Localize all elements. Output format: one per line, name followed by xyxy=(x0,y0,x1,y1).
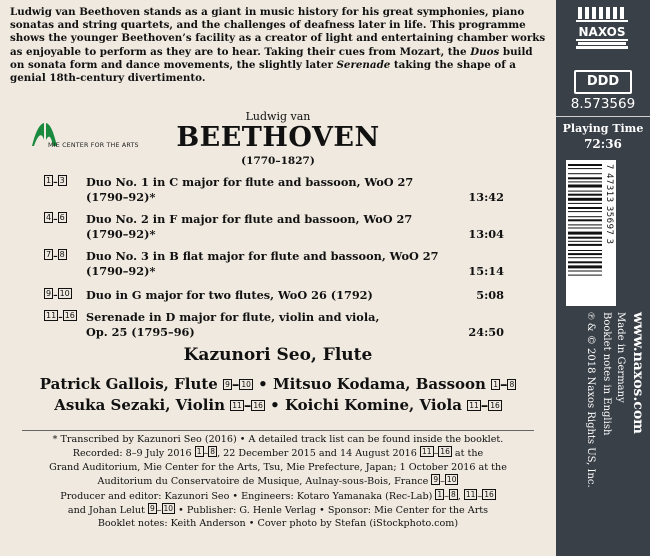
playing-time-value: 72:36 xyxy=(584,137,622,151)
composer-first-name: Ludwig van xyxy=(245,110,311,123)
track-numbers: 4 – 6 xyxy=(46,213,65,225)
divider xyxy=(22,430,534,431)
website: www.naxos.com xyxy=(630,312,646,434)
divider xyxy=(556,116,650,117)
composer-last-name: BEETHOVEN xyxy=(176,122,380,153)
track-duration: 13:04 xyxy=(468,227,504,241)
track-numbers: 11 – 16 xyxy=(46,311,75,323)
barcode-digits: 7 47313 35697 3 xyxy=(604,164,614,245)
intro-part3: taking the shape of a genial 18th-century divertimento. xyxy=(10,58,516,85)
intro-duos: Duos xyxy=(470,45,500,58)
main-performer: Kazunori Seo, Flute xyxy=(183,345,373,365)
credits: * Transcribed by Kazunori Seo (2016) • A detailed track list can be found inside the booklet. Recorded: 8–9 July 2016 1 – 8 , 22 December 2015 and 14 August 2016 11 – 16 at the Grand Auditorium, Mie Center for the Arts, Tsu, Mie Prefecture, Japan; 1 October 2016 at the Auditorium du Conservatoire de Musique, Aulnay-sous-Bois, France 9 – 10 Producer and editor: Kazunori Seo • Engineers: Kotaro Yamanaka (Rec-Lab) 1 – 8 , 11 – 16 and Johan Lelut 9 – 10 • Publisher: G. Henle Verlag • Sponsor: Mie Center for the Arts Booklet notes: Keith Anderson • Cover photo by Stefan (iStockphoto.com) xyxy=(49,434,507,530)
track-duration: 15:14 xyxy=(468,264,504,278)
track-title: Serenade in D major for flute, violin and viola, Op. 25 (1795–96) xyxy=(86,310,380,339)
track-duration: 5:08 xyxy=(476,288,504,302)
naxos-logo-icon xyxy=(574,5,630,55)
track-title: Duo No. 1 in C major for flute and bassoon, WoO 27 (1790–92)* xyxy=(86,175,414,204)
track-numbers: 1 – 3 xyxy=(46,176,65,188)
track-title: Duo in G major for two flutes, WoO 26 (1792) xyxy=(86,288,373,302)
track-duration: 13:42 xyxy=(468,190,504,204)
intro-serenade: Serenade xyxy=(336,58,391,71)
track-numbers: 7 – 8 xyxy=(46,250,65,262)
artists-line: Asuka Sezaki, Violin 11 – 16 • Koichi Komine, Viola 11 – 16 xyxy=(54,396,500,414)
rights-notice: ℗ & © 2018 Naxos Rights US, Inc. xyxy=(585,312,596,488)
booklet-notes: Booklet notes in English xyxy=(601,312,612,436)
spine-panel xyxy=(556,0,650,556)
catalog-number: 8.573569 xyxy=(570,96,636,112)
intro-part2: build on sonata form and dance movements, the slightly later xyxy=(10,45,533,71)
track-duration: 24:50 xyxy=(468,325,504,339)
barcode xyxy=(566,160,616,306)
artists-line: Patrick Gallois, Flute 9 – 10 • Mitsuo Kodama, Bassoon 1 – 8 xyxy=(39,375,515,393)
made-in: Made in Germany xyxy=(615,312,626,403)
logo-text: MIE CENTER FOR THE ARTS xyxy=(48,142,139,149)
intro-part1: Ludwig van Beethoven stands as a giant in music history for his great symphonies, piano sonatas and string quartets, and the challenges of deafness later in life. This programme shows the younger Beethoven’s facility as a creator of light and entertaining chamber works as enjoyable to perform as they are to hear. Taking their cues from Mozart, the xyxy=(10,6,546,58)
track-numbers: 9 – 10 xyxy=(46,289,70,301)
track-title: Duo No. 3 in B flat major for flute and bassoon, WoO 27 (1790–92)* xyxy=(86,249,439,278)
composer-dates: (1770–1827) xyxy=(241,155,315,167)
ddd-badge: DDD xyxy=(574,70,632,94)
playing-time-label: Playing Time xyxy=(562,122,644,135)
intro-text xyxy=(10,6,548,85)
track-title: Duo No. 2 in F major for flute and bassoon, WoO 27 (1790–92)* xyxy=(86,212,413,241)
svg-text:NAXOS: NAXOS xyxy=(578,25,626,39)
